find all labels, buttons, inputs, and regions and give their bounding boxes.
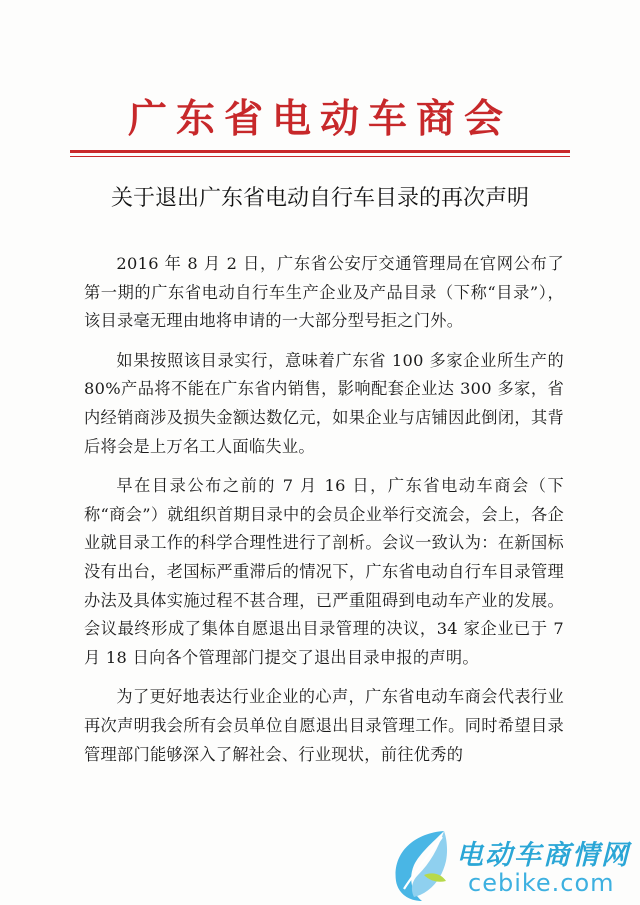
document-body (84, 250, 564, 780)
body-paragraph-1: 2016 年 8 月 2 日，广东省公安厅交通管理局在官网公布了第一期的广东省电动自行车生产企业及产品目录（下称“目录”），该目录毫无理由地将申请的一大部分型号拒之门外。 (84, 254, 564, 331)
letterhead-rule-thick (70, 150, 570, 153)
body-paragraph-2: 如果按照该目录实行，意味着广东省 100 多家企业所生产的 80%产品将不能在广东省内销售，影响配套企业达 300 多家，省内经销商涉及损失金额达数亿元，如果企业与店铺因此倒闭，其背后将会是上万名工人面临失业。 (84, 350, 564, 456)
letterhead-rule-thin (70, 156, 570, 157)
letterhead-title: 广东省电动车商会 (127, 96, 512, 142)
body-paragraph-4: 为了更好地表达行业企业的心声，广东省电动车商会代表行业再次声明我会所有会员单位自愿退出目录管理工作。同时希望目录管理部门能够深入了解社会、行业现状，前往优秀的 (84, 687, 564, 764)
document-title: 关于退出广东省电动自行车目录的再次声明 (110, 186, 529, 211)
body-paragraph-3: 早在目录公布之前的 7 月 16 日，广东省电动车商会（下称“商会”）就组织首期目录中的会员企业举行交流会，会上，各企业就目录工作的科学合理性进行了剖析。会议一致认为：在新国标没有出台，老国标严重滞后的情况下，广东省电动自行车目录管理办法及具体实施过程不甚合理，已严重阻碍到电动车产业的发展。会议最终形成了集体自愿退出目录管理的决议，34 家企业已于 7 月 18 日向各个管理部门提交了退出目录申报的声明。 (84, 476, 564, 667)
watermark (384, 823, 634, 905)
leaf-logo-icon (384, 823, 464, 905)
watermark-domain: cebike.com (468, 869, 615, 897)
watermark-site-name: 电动车商情网 (456, 840, 630, 871)
